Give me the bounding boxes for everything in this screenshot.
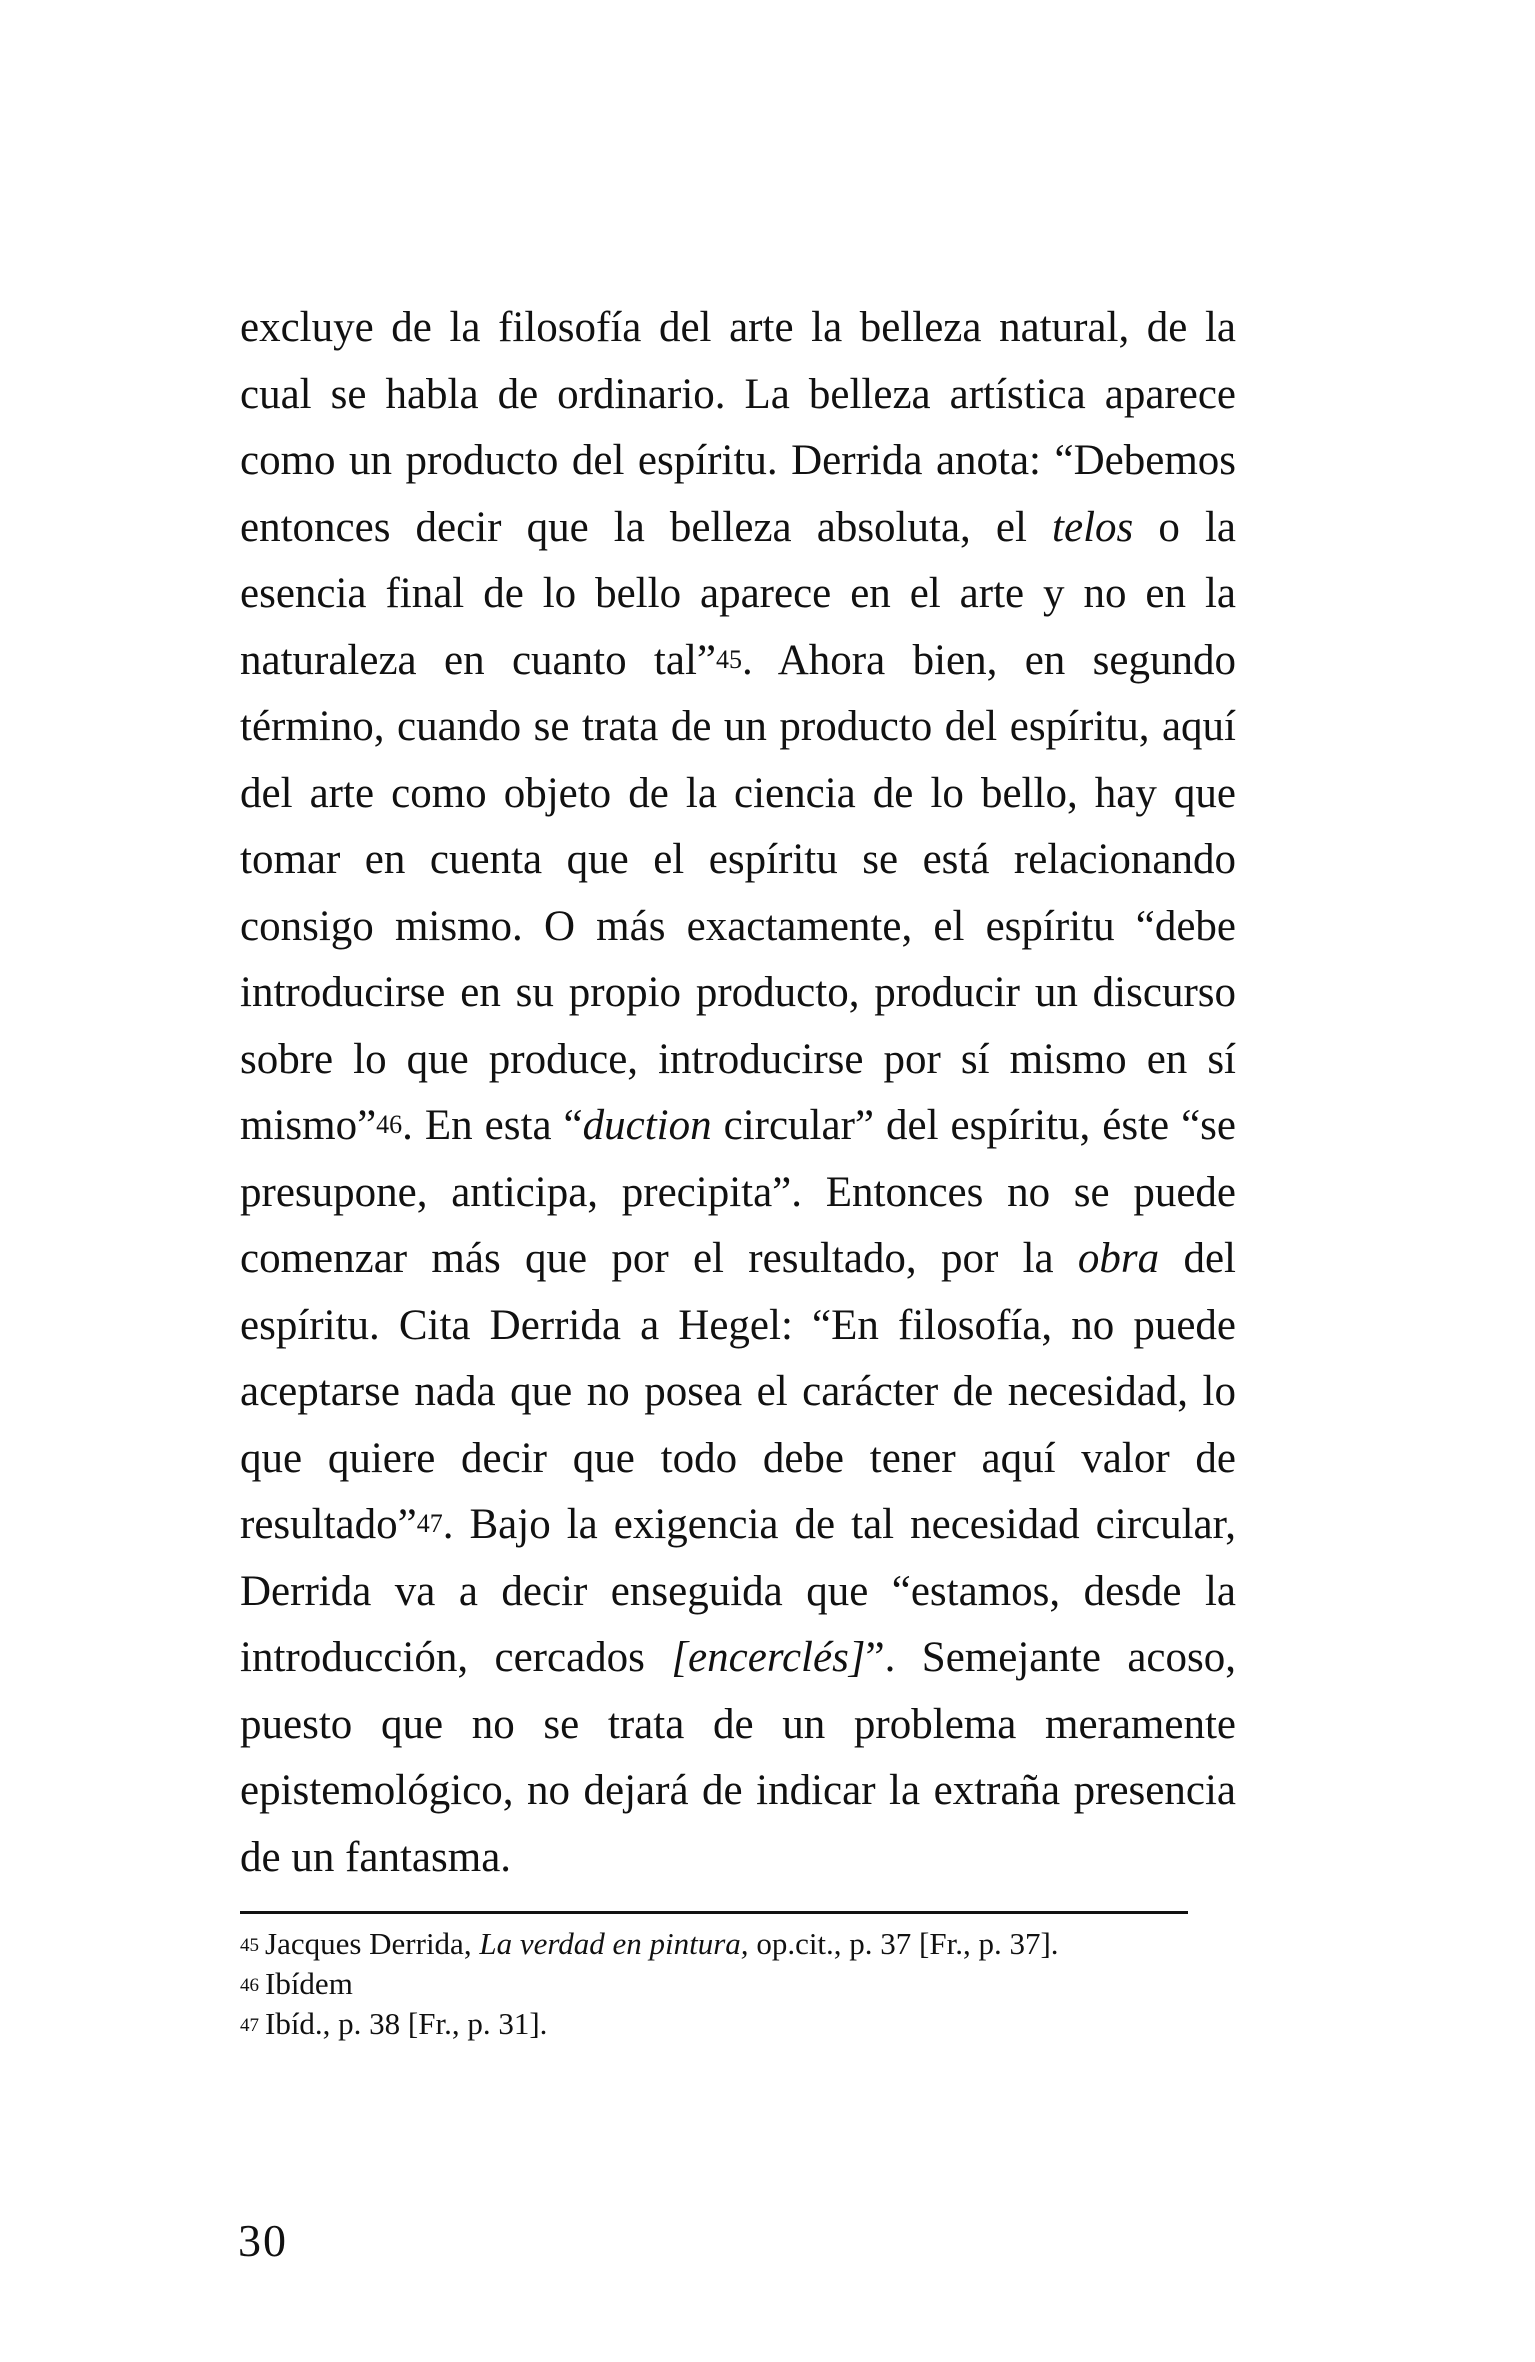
- italic-term: duction: [582, 1102, 712, 1149]
- text-run: ”. Semejante acoso, puesto que no se trata de un problema meramente epistemológico, no dejará de indicar la extraña presencia de un fantasma.: [240, 1634, 1236, 1881]
- footnote-number: 45: [240, 1935, 259, 1956]
- italic-term: obra: [1077, 1235, 1160, 1282]
- footnote: [240, 1964, 1240, 2004]
- footnote: [240, 2004, 1240, 2044]
- footnote-separator: [240, 1911, 1188, 1914]
- footnote-number: 47: [240, 2015, 259, 2036]
- text-run: Ibídem: [265, 1966, 353, 2001]
- text-run: . Bajo la exigencia de tal necesidad circular, Derrida va a decir enseguida que “estamos, desde la introducción, cercados: [240, 1501, 1236, 1681]
- footnote-reference: 46: [376, 1110, 403, 1139]
- footnote: [240, 1924, 1240, 1964]
- text-run: op.cit., p. 37 [Fr., p. 37].: [748, 1926, 1059, 1961]
- text-run: . En esta “: [402, 1102, 583, 1149]
- text-run: Ibíd., p. 38 [Fr., p. 31].: [265, 2006, 548, 2041]
- text-run: del espíritu. Cita Derrida a Hegel: “En filosofía, no puede aceptarse nada que no posea el carácter de necesidad, lo que quiere decir que todo debe tener aquí valor de resultado”: [240, 1235, 1236, 1548]
- footnote-number: 46: [240, 1975, 259, 1996]
- italic-term: telos: [1052, 503, 1134, 551]
- text-run: excluye de la filosofía del arte la belleza natural, de la cual se habla de ordinario. La belleza artística aparece como un producto del espíritu. Derrida anota: “Debemos entonces decir que la belleza absoluta, el: [240, 304, 1236, 551]
- text-run: circular” del espíritu, éste “se presupone, anticipa, precipita”. Entonces no se puede comenzar más que por el resultado, por la: [240, 1102, 1236, 1282]
- footnote-reference: 47: [416, 1509, 443, 1538]
- text-run: . Ahora bien, en segundo término, cuando se trata de un producto del espíritu, aquí del arte como objeto de la ciencia de lo bello, hay que tomar en cuenta que el espíritu se está relacionando consigo mismo. O más exactamente, el espíritu “debe introducirse en su propio producto, producir un discurso sobre lo que produce, introducirse por sí mismo en sí mismo”: [240, 636, 1236, 1149]
- text-run: Jacques Derrida,: [265, 1926, 480, 1961]
- body-paragraph: [240, 295, 1236, 1891]
- page-number: 30: [238, 2215, 288, 2266]
- text-run: o la esencia final de lo bello aparece en el arte y no en la naturaleza en cuanto tal”: [240, 503, 1236, 684]
- footnote-reference: 45: [716, 644, 742, 674]
- italic-term: La verdad en pintura,: [479, 1926, 749, 1961]
- footnote-list: [240, 1924, 1240, 2044]
- italic-term: [encerclés]: [671, 1634, 866, 1681]
